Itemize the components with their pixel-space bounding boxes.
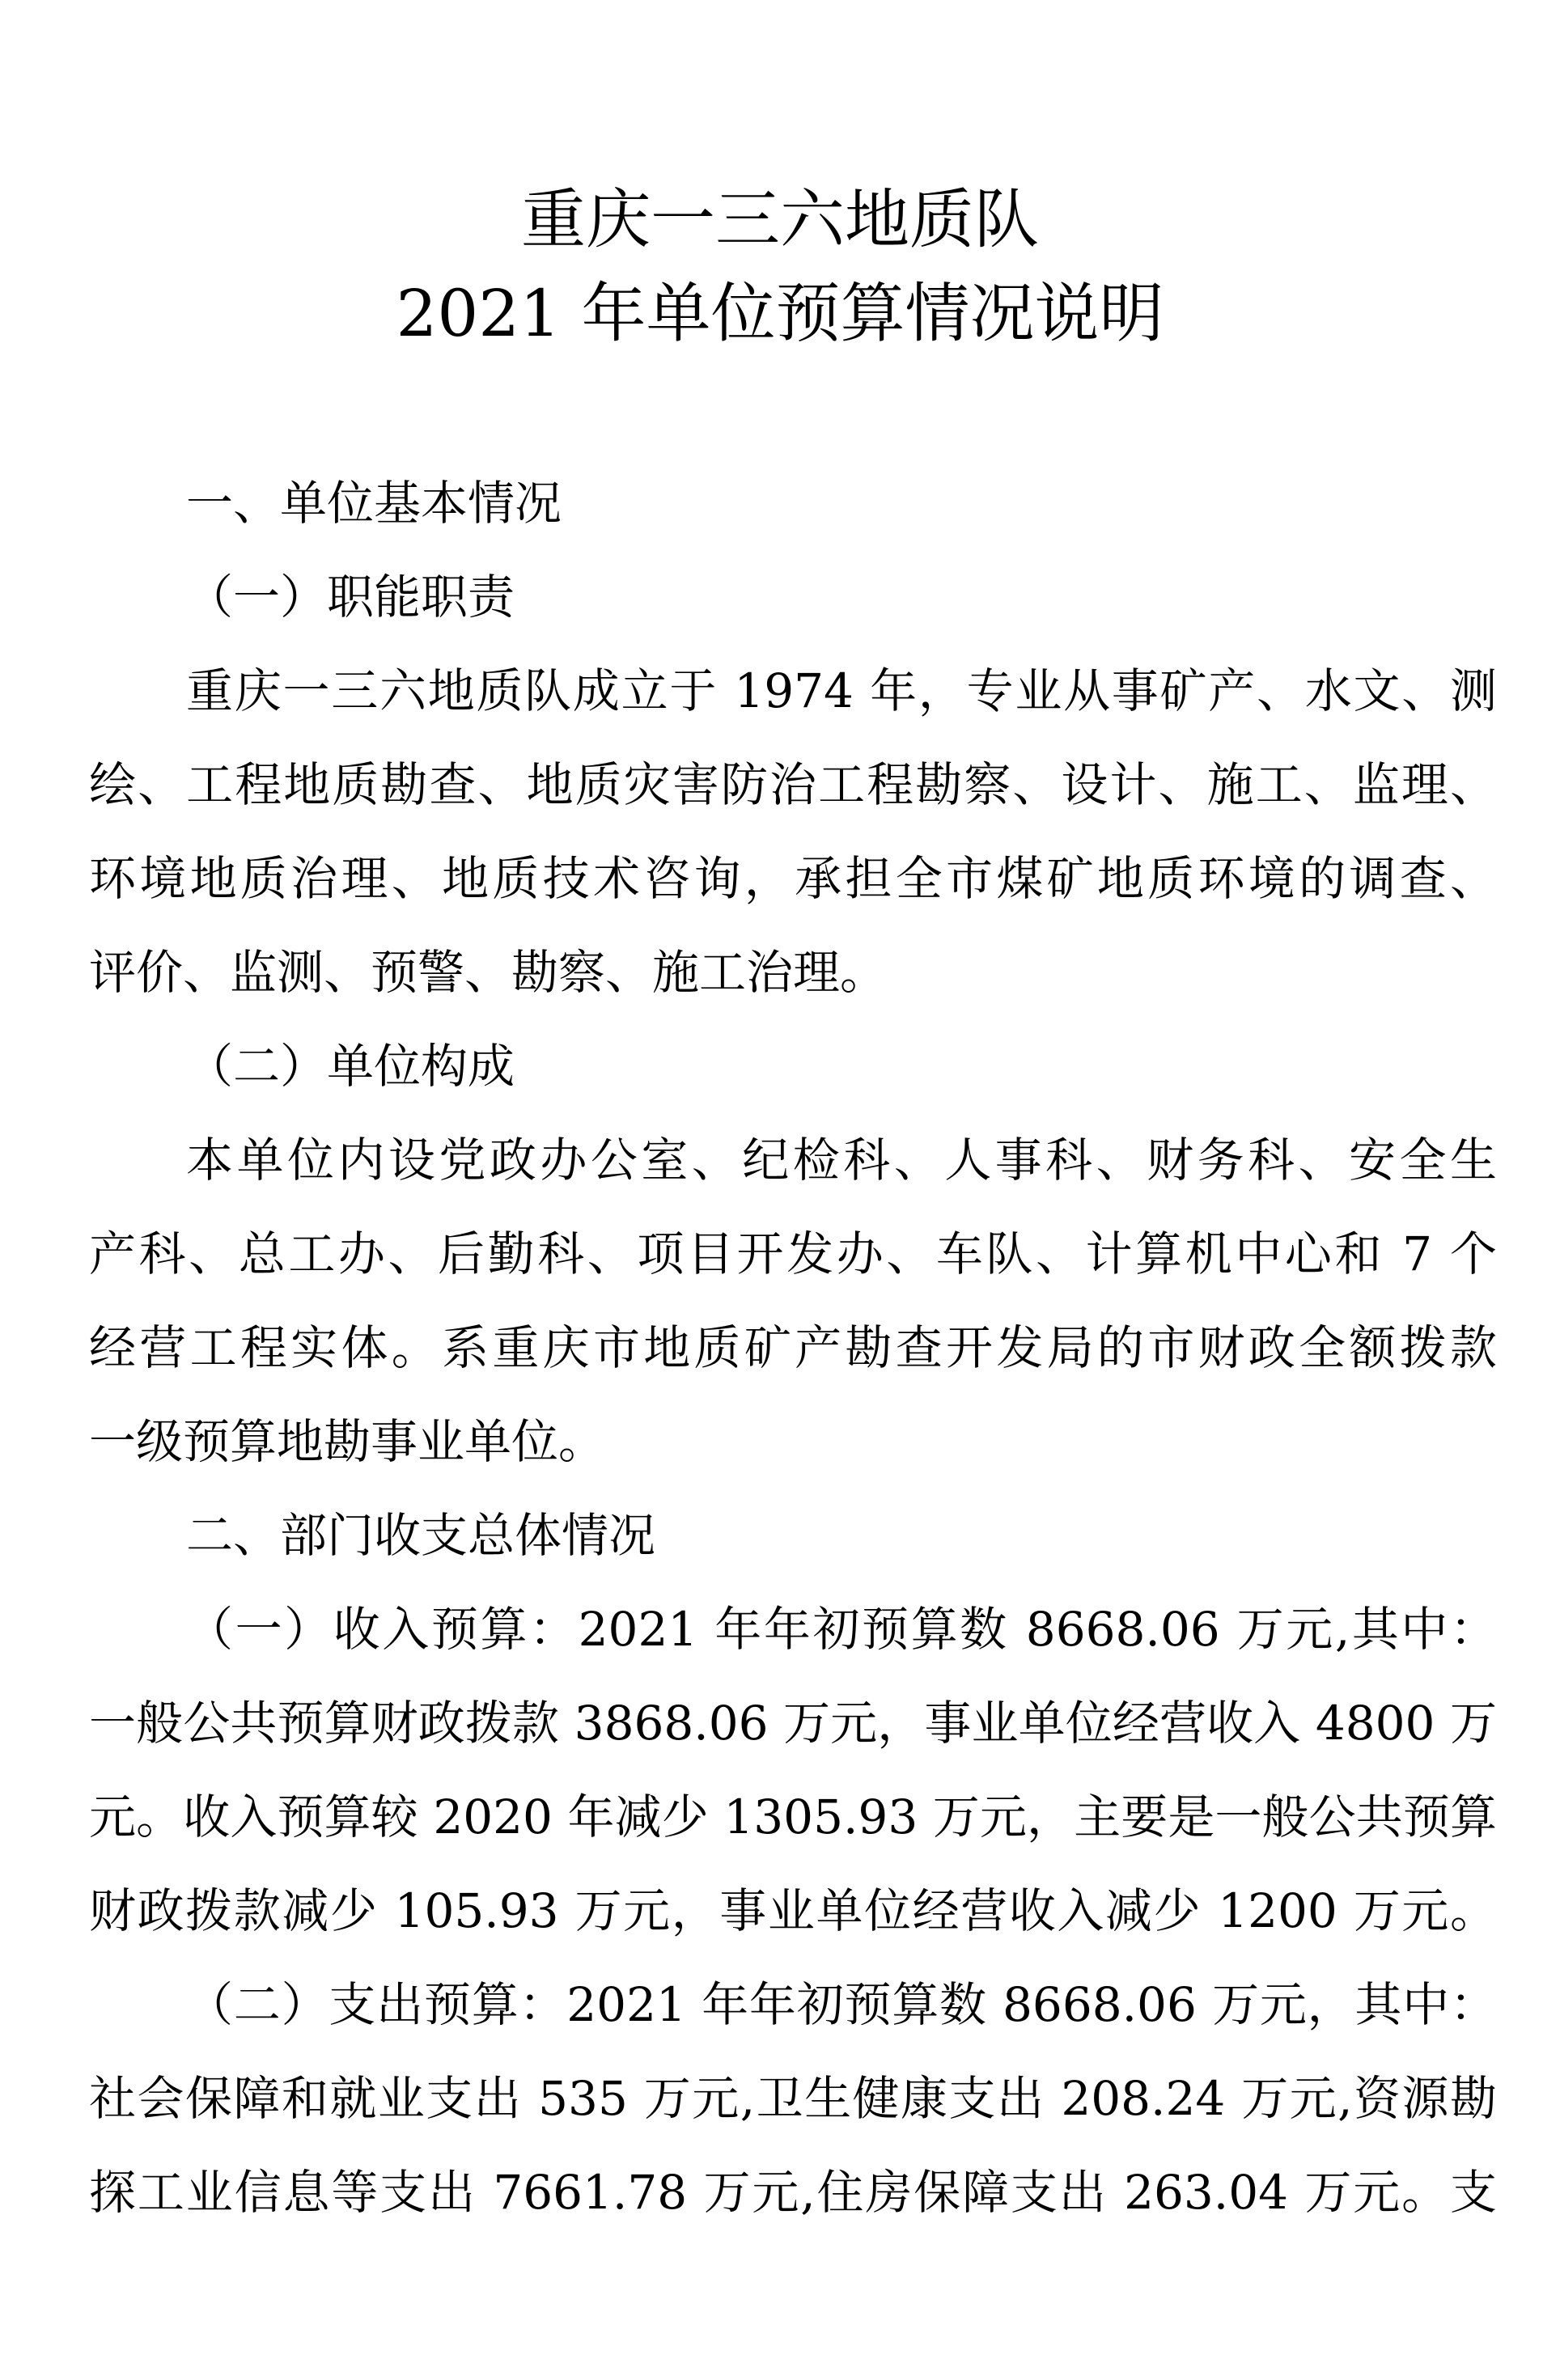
paragraph-line: 环境地质治理、地质技术咨询，承担全市煤矿地质环境的调查、 [89, 851, 1497, 906]
document-title-line-2: 2021 年单位预算情况说明 [396, 276, 1164, 351]
subsection-heading-1-2: （二）单位构成 [186, 1039, 515, 1094]
section-heading-1: 一、单位基本情况 [186, 476, 562, 531]
paragraph-line: 产科、总工办、后勤科、项目开发办、车队、计算机中心和 7 个 [89, 1226, 1497, 1281]
paragraph-line: 经营工程实体。系重庆市地质矿产勘查开发局的市财政全额拨款 [89, 1320, 1497, 1375]
paragraph-line: 评价、监测、预警、勘察、施工治理。 [89, 945, 888, 1000]
section-heading-2: 二、部门收支总体情况 [186, 1508, 656, 1563]
document-title-line-1: 重庆一三六地质队 [521, 182, 1039, 257]
paragraph-line: （二）支出预算：2021 年年初预算数 8668.06 万元，其中： [186, 1977, 1497, 2032]
paragraph-line: 重庆一三六地质队成立于 1974 年，专业从事矿产、水文、测 [186, 663, 1497, 718]
paragraph-line: 财政拨款减少 105.93 万元，事业单位经营收入减少 1200 万元。 [89, 1883, 1498, 1938]
paragraph-line: 本单位内设党政办公室、纪检科、人事科、财务科、安全生 [186, 1133, 1497, 1188]
paragraph-line: 探工业信息等支出 7661.78 万元,住房保障支出 263.04 万元。支 [89, 2165, 1497, 2220]
paragraph-line: 一般公共预算财政拨款 3868.06 万元，事业单位经营收入 4800 万 [89, 1696, 1497, 1751]
paragraph-line: 一级预算地勘事业单位。 [89, 1414, 606, 1469]
paragraph-line: 社会保障和就业支出 535 万元,卫生健康支出 208.24 万元,资源勘 [89, 2071, 1497, 2126]
subsection-heading-1-1: （一）职能职责 [186, 570, 515, 625]
paragraph-line: 绘、工程地质勘查、地质灾害防治工程勘察、设计、施工、监理、 [89, 757, 1497, 812]
paragraph-line: 元。收入预算较 2020 年减少 1305.93 万元，主要是一般公共预算 [89, 1789, 1497, 1844]
paragraph-line: （一）收入预算：2021 年年初预算数 8668.06 万元,其中： [186, 1602, 1497, 1657]
